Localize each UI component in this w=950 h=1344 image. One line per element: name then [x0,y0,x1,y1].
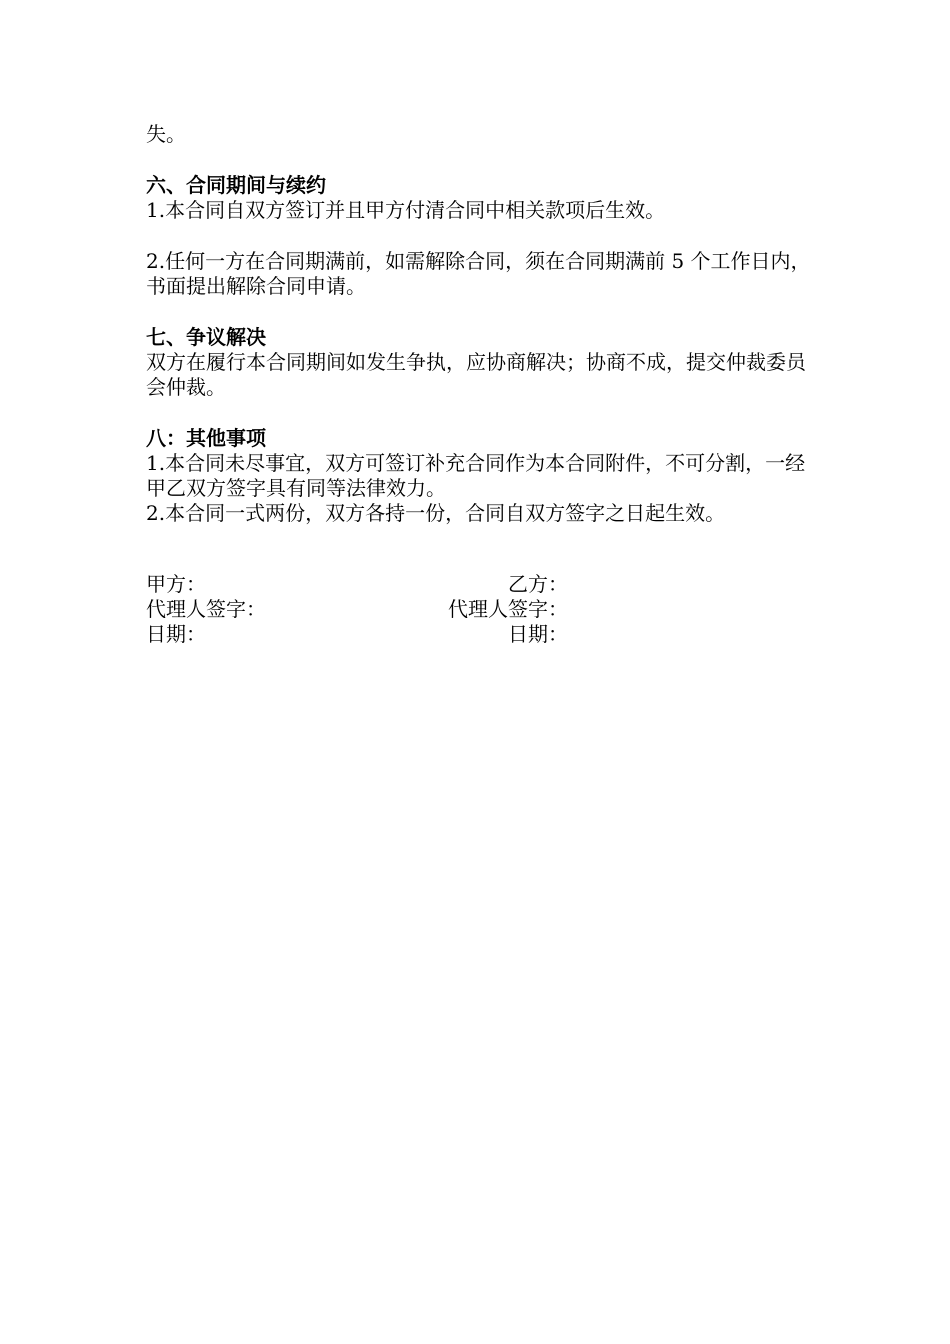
section-heading-term: 六、合同期间与续约 [146,173,326,197]
party-a-label: 甲方： [146,572,206,596]
section-term [146,173,818,299]
section-dispute-item-1: 双方在履行本合同期间如发生争执，应协商解决；协商不成，提交仲裁委员会仲裁。 [146,350,806,399]
signature-row-date [146,622,818,647]
signature-row-agent [146,597,818,622]
agent-b-label: 代理人签字： [448,597,568,621]
contract-body [146,122,818,526]
spacer [146,147,818,173]
section-other-item-2: 2.本合同一式两份，双方各持一份，合同自双方签字之日起生效。 [146,501,726,525]
section-term-item-1: 1.本合同自双方签订并且甲方付清合同中相关款项后生效。 [146,198,666,222]
section-other-item-1: 1.本合同未尽事宜，双方可签订补充合同作为本合同附件，不可分割，一经甲乙双方签字具有同等法律效力。 [146,451,806,500]
section-heading-other: 八：其他事项 [146,426,266,450]
spacer [146,299,818,325]
section-other [146,426,818,526]
section-term-item-2: 2.任何一方在合同期满前，如需解除合同，须在合同期满前 5 个工作日内，书面提出解除合同申请。 [146,249,811,298]
spacer [146,223,818,249]
date-a-label: 日期： [146,622,206,646]
agent-a-label: 代理人签字： [146,597,266,621]
section-heading-dispute: 七、争议解决 [146,325,266,349]
section-dispute [146,325,818,400]
spacer [146,400,818,426]
party-b-label: 乙方： [508,572,568,596]
carryover-text: 失。 [146,122,186,146]
date-b-label: 日期： [508,622,568,646]
signature-block [146,572,818,647]
signature-row-party [146,572,818,597]
